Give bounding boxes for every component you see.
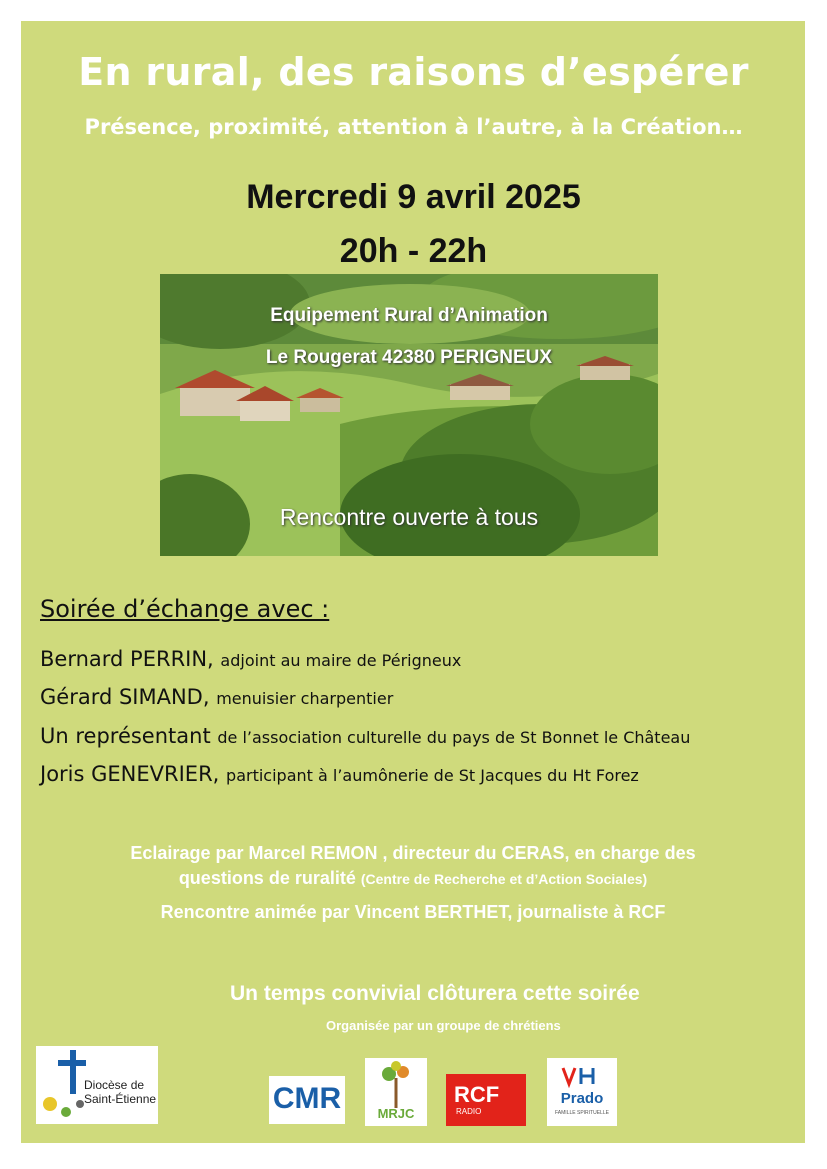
prado-logo	[547, 1058, 617, 1126]
event-date: Mercredi 9 avril 2025	[246, 178, 581, 216]
prado-logo-text: Prado	[560, 1090, 604, 1107]
eclairage-topic: questions de ruralité	[178, 868, 356, 888]
guest-item	[40, 685, 393, 709]
animation-text: Rencontre animée par Vincent BERTHET, journaliste à RCF	[160, 902, 666, 922]
diocese-logo	[36, 1046, 158, 1124]
eclairage-line2	[21, 868, 805, 889]
guest-name: Bernard PERRIN,	[40, 647, 214, 671]
guest-item	[40, 647, 461, 671]
guest-name: Joris GENEVRIER,	[40, 762, 220, 786]
guests-heading: Soirée d’échange avec :	[40, 595, 330, 623]
convivial-text: Un temps convivial clôturera cette soirée	[230, 982, 640, 1005]
eclairage-note: (Centre de Recherche et d’Action Sociales)	[360, 871, 648, 887]
event-time: 20h - 22h	[339, 232, 488, 270]
guest-role: participant à l’aumônerie de St Jacques du Ht Forez	[226, 766, 639, 785]
guest-name: Gérard SIMAND,	[40, 685, 210, 709]
guest-item	[40, 724, 690, 748]
venue-address: Le Rougerat 42380 PERIGNEUX	[265, 347, 553, 368]
eclairage-line1: Eclairage par Marcel REMON , directeur du CERAS, en charge des	[130, 843, 696, 863]
cmr-logo	[269, 1076, 345, 1124]
rcf-logo-subtext: RADIO	[456, 1107, 482, 1116]
diocese-label-2: Saint-Étienne	[84, 1092, 157, 1106]
guest-role: adjoint au maire de Périgneux	[220, 651, 462, 670]
rcf-logo-text: RCF	[454, 1082, 500, 1107]
poster-subtitle: Présence, proximité, attention à l’autre, à la Création…	[84, 115, 743, 139]
mrjc-logo-text: MRJC	[377, 1106, 415, 1121]
guest-name: Un représentant	[40, 724, 211, 748]
guest-item	[40, 762, 639, 786]
mrjc-logo	[365, 1058, 427, 1126]
prado-logo-subtext: FAMILLE SPIRITUELLE	[555, 1110, 609, 1116]
poster-title: En rural, des raisons d’espérer	[78, 50, 749, 94]
guest-role: menuisier charpentier	[216, 689, 394, 708]
venue-name: Equipement Rural d’Animation	[270, 305, 548, 326]
rcf-logo	[446, 1074, 526, 1126]
cmr-logo-text: CMR	[272, 1082, 342, 1115]
organised-by-text: Organisée par un groupe de chrétiens	[326, 1018, 561, 1033]
prado-emblem-icon	[547, 1062, 617, 1092]
diocese-label-1: Diocèse de	[84, 1078, 145, 1092]
open-meeting-text: Rencontre ouverte à tous	[279, 504, 539, 530]
guest-role: de l’association culturelle du pays de St Bonnet le Château	[217, 728, 691, 747]
